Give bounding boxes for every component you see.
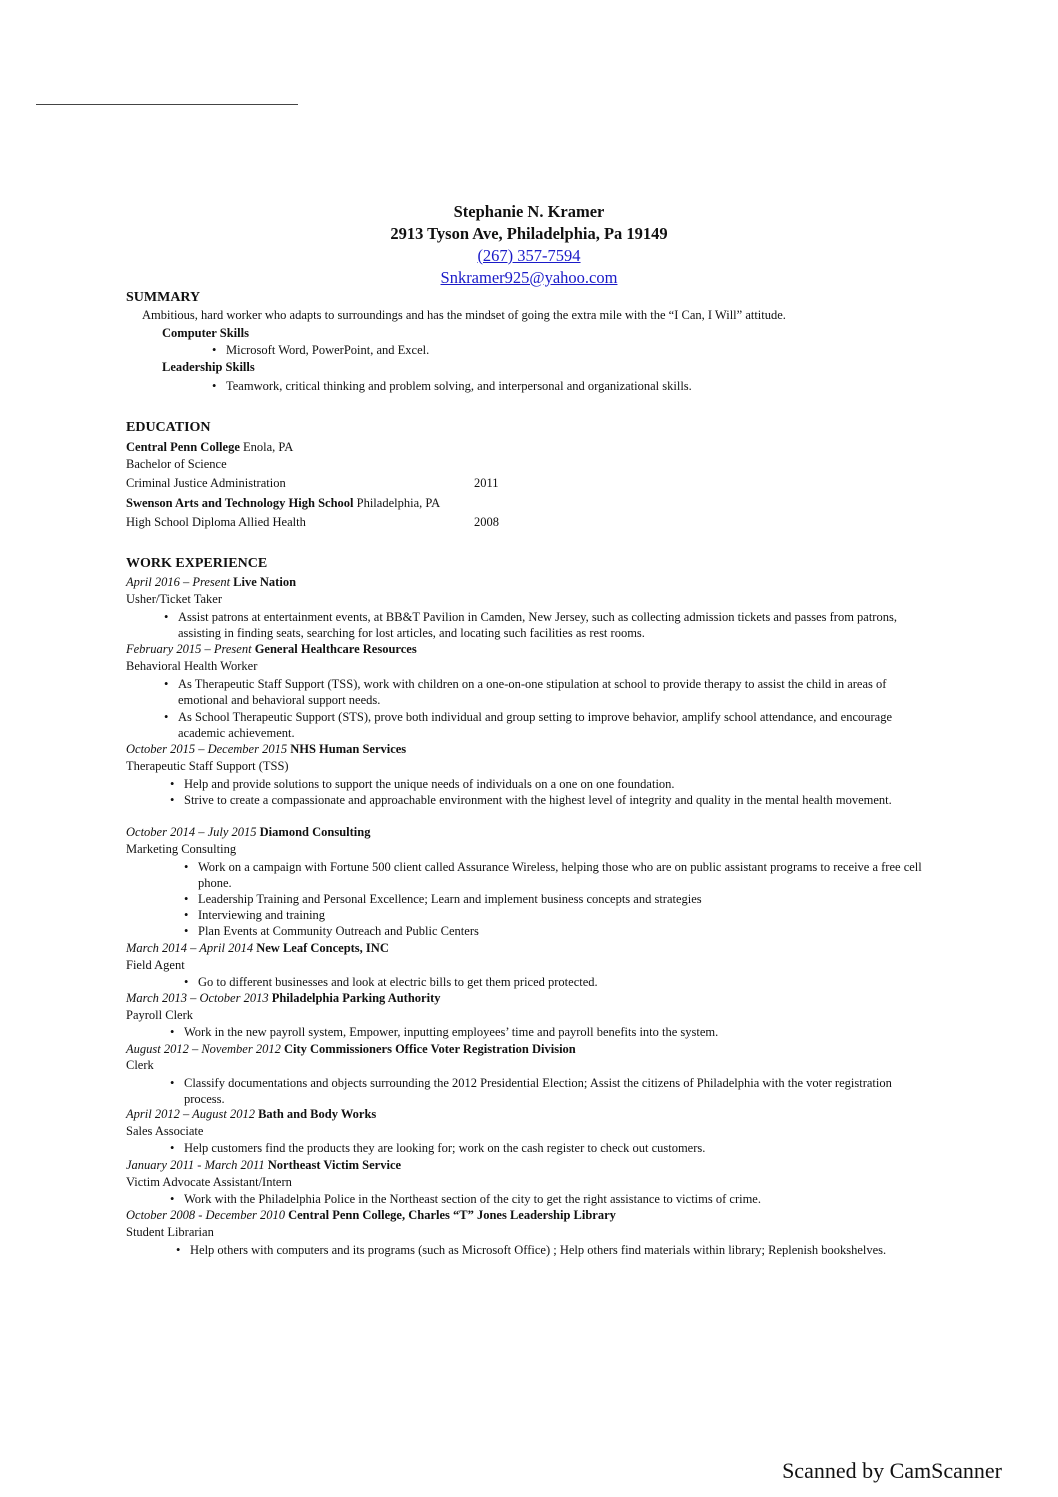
job-company: Northeast Victim Service <box>267 1158 402 1172</box>
camscanner-watermark: Scanned by CamScanner <box>782 1458 1002 1483</box>
phone-link[interactable]: (267) 357-7594 <box>477 246 581 265</box>
computer-skills-heading: Computer Skills <box>162 326 249 340</box>
job-header <box>126 1158 401 1173</box>
job-dates: March 2013 – October 2013 <box>126 991 272 1005</box>
job-dates: October 2008 - December 2010 <box>126 1208 289 1222</box>
job-company: City Commissioners Office Voter Registration Division <box>283 1042 576 1056</box>
job-company: Philadelphia Parking Authority <box>271 991 441 1005</box>
leadership-skills-item: • Teamwork, critical thinking and problem solving, and interpersonal and organizational skills. <box>226 379 692 394</box>
degree-1: Bachelor of Science <box>126 457 227 471</box>
job-title: Behavioral Health Worker <box>126 659 258 673</box>
school-2 <box>126 496 440 511</box>
major-1: Criminal Justice Administration <box>126 476 286 490</box>
job-title: Field Agent <box>126 958 185 972</box>
job-company: General Healthcare Resources <box>254 642 417 656</box>
job-header <box>126 825 370 840</box>
school-2-location: Philadelphia, PA <box>353 496 441 510</box>
job-company: Live Nation <box>233 575 297 589</box>
year-1: 2011 <box>474 476 499 490</box>
summary-heading: SUMMARY <box>126 290 201 305</box>
job-title: Therapeutic Staff Support (TSS) <box>126 759 289 773</box>
job-bullet: • Plan Events at Community Outreach and Public Centers <box>198 924 479 939</box>
job-dates: April 2012 – August 2012 <box>126 1107 259 1121</box>
job-bullet: • Help customers find the products they are looking for; work on the cash register to check out customers. <box>184 1141 705 1156</box>
degree-2: High School Diploma Allied Health <box>126 515 306 529</box>
job-bullet: • As School Therapeutic Support (STS), prove both individual and group setting to improve behavior, amplify school attendance, and encourage academic achievement. <box>178 709 928 741</box>
phone-line <box>0 246 1058 266</box>
candidate-name: Stephanie N. Kramer <box>453 202 605 221</box>
job-bullet: • Classify documentations and objects surrounding the 2012 Presidential Election; Assist the citizens of Philadelphia with the voter registration process. <box>184 1075 914 1107</box>
job-company: NHS Human Services <box>290 742 407 756</box>
job-dates: October 2015 – December 2015 <box>126 742 291 756</box>
job-dates: October 2014 – July 2015 <box>126 825 260 839</box>
job-title: Payroll Clerk <box>126 1008 194 1022</box>
job-bullet: • As Therapeutic Staff Support (TSS), work with children on a one-on-one stipulation at school to provide therapy to assist the child in areas of emotional and behavioral support needs. <box>178 676 918 708</box>
job-header <box>126 742 406 757</box>
work-heading: WORK EXPERIENCE <box>126 556 268 571</box>
education-heading: EDUCATION <box>126 420 211 435</box>
job-bullet: • Go to different businesses and look at electric bills to get them priced protected. <box>198 975 598 990</box>
job-dates: March 2014 – April 2014 <box>126 941 257 955</box>
job-dates: April 2016 – Present <box>126 575 234 589</box>
job-bullet: • Assist patrons at entertainment events, at BB&T Pavilion in Camden, New Jersey, such as collecting admission tickets and passes from patrons, assisting in finding seats, searching for lost articles, and locating such facilities as rest rooms. <box>178 609 918 641</box>
job-title: Marketing Consulting <box>126 842 237 856</box>
job-bullet: • Strive to create a compassionate and approachable environment with the highest level of integrity and quality in the mental health movement. <box>184 792 904 808</box>
job-company: Diamond Consulting <box>259 825 371 839</box>
job-company: New Leaf Concepts, INC <box>256 941 389 955</box>
job-title: Student Librarian <box>126 1225 214 1239</box>
job-header <box>126 575 296 590</box>
school-1-name: Central Penn College <box>126 440 240 454</box>
job-header <box>126 1208 616 1223</box>
job-bullet: • Work with the Philadelphia Police in the Northeast section of the city to get the right assistance to victims of crime. <box>184 1192 761 1207</box>
year-2: 2008 <box>474 515 499 529</box>
job-title: Victim Advocate Assistant/Intern <box>126 1175 292 1189</box>
school-1-location: Enola, PA <box>239 440 294 454</box>
candidate-address: 2913 Tyson Ave, Philadelphia, Pa 19149 <box>390 224 668 243</box>
job-header <box>126 1107 376 1122</box>
job-dates: August 2012 – November 2012 <box>126 1042 284 1056</box>
top-rule <box>36 104 298 105</box>
job-header <box>126 642 417 657</box>
job-title: Clerk <box>126 1058 154 1072</box>
school-2-name: Swenson Arts and Technology High School <box>126 496 354 510</box>
job-title: Sales Associate <box>126 1124 204 1138</box>
job-bullet: • Work in the new payroll system, Empower, inputting employees’ time and payroll benefits into the system. <box>184 1025 718 1040</box>
job-dates: January 2011 - March 2011 <box>126 1158 268 1172</box>
job-dates: February 2015 – Present <box>126 642 255 656</box>
job-header <box>126 941 389 956</box>
job-bullet: • Work on a campaign with Fortune 500 client called Assurance Wireless, helping those who are on public assistant programs to receive a free cell phone. <box>198 859 928 891</box>
email-line <box>0 268 1058 288</box>
job-header <box>126 991 440 1006</box>
computer-skills-item: • Microsoft Word, PowerPoint, and Excel. <box>226 343 429 358</box>
job-bullet: • Help and provide solutions to support the unique needs of individuals on a one on one foundation. <box>184 776 924 792</box>
job-title: Usher/Ticket Taker <box>126 592 222 606</box>
job-bullet: • Leadership Training and Personal Excellence; Learn and implement business concepts and strategies <box>198 892 702 907</box>
summary-text: Ambitious, hard worker who adapts to surroundings and has the mindset of going the extra mile with the “I Can, I Will” attitude. <box>142 308 786 322</box>
job-company: Bath and Body Works <box>258 1107 377 1121</box>
email-link[interactable]: Snkramer925@yahoo.com <box>440 268 618 287</box>
job-bullet: • Help others with computers and its programs (such as Microsoft Office) ; Help others find materials within library; Replenish bookshelves. <box>190 1242 930 1258</box>
job-bullet: • Interviewing and training <box>198 908 325 923</box>
school-1 <box>126 440 293 455</box>
job-header <box>126 1042 576 1057</box>
leadership-skills-heading: Leadership Skills <box>162 360 255 374</box>
job-company: Central Penn College, Charles “T” Jones Leadership Library <box>288 1208 616 1222</box>
